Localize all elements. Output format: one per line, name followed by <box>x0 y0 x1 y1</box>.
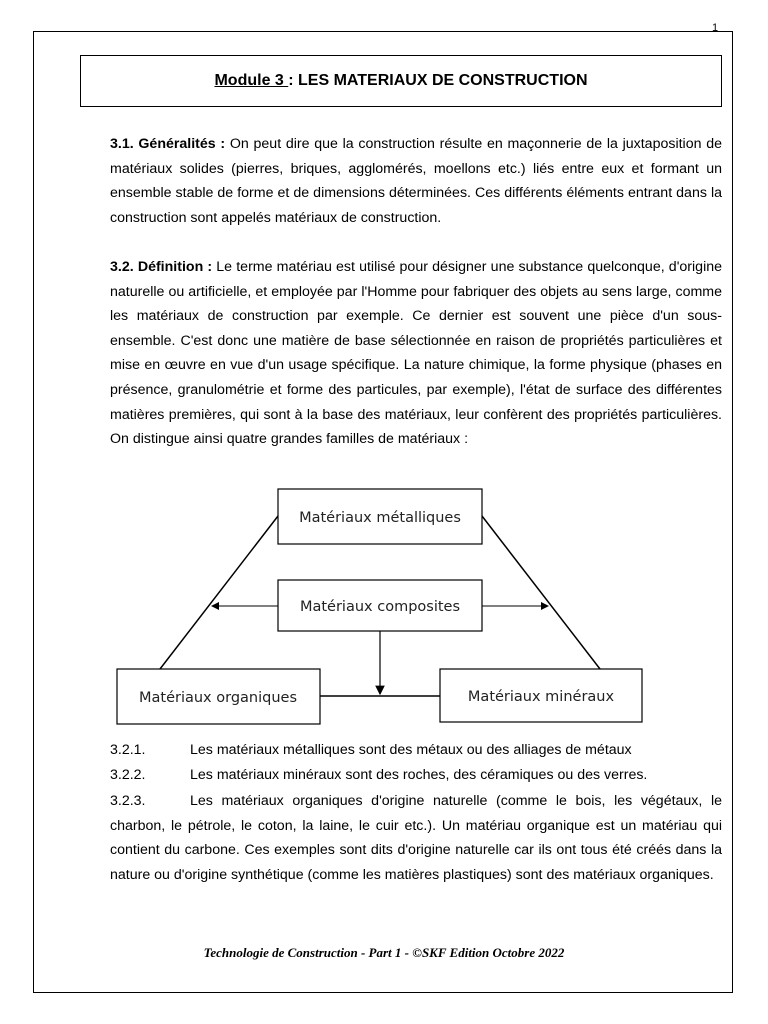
list-item <box>110 763 647 788</box>
item-text: Les matériaux minéraux sont des roches, des céramiques ou des verres. <box>190 767 648 783</box>
list-item <box>110 789 722 887</box>
heading-definition: 3.2. Définition : <box>110 259 213 275</box>
line-metalliques-organiques <box>160 516 278 669</box>
paragraph-definition <box>110 255 722 452</box>
list-item <box>110 738 632 763</box>
heading-generalites: 3.1. Généralités : <box>110 136 226 152</box>
line-metalliques-mineraux <box>482 516 600 669</box>
module-label: Module 3 <box>214 72 289 89</box>
label-mineraux: Matériaux minéraux <box>467 689 615 705</box>
text-definition: Le terme matériau est utilisé pour désigner une substance quelconque, d'origine naturelle ou artificielle, et employée par l'Homme pour fabriquer des objets au sens large, comme les matériaux de construction par exemple. Ce dernier est souvent une pièce d'un sous-ensemble. C'est donc une matière de base sélectionnée en raison de propriétés particulières et mise en œuvre en vue d'un usage spécifique. La nature chimique, la forme physique (phases en présence, granulométrie et forme des particules, par exemple), l'état de surface des différentes matières premières, qui sont à la base des matériaux, leur confèrent des propriétés particulières. On distingue ainsi quatre grandes familles de matériaux : <box>110 259 722 448</box>
paragraph-generalites <box>110 132 722 230</box>
item-number: 3.2.1. <box>110 742 146 758</box>
label-organiques: Matériaux organiques <box>138 690 298 706</box>
module-title: : LES MATERIAUX DE CONSTRUCTION <box>288 72 588 89</box>
text-generalites: On peut dire que la construction résulte en maçonnerie de la juxtaposition de matériaux solides (pierres, briques, agglomérés, moellons etc.) liés entre eux et formant un ensemble stable de forme et de dimensions déterminées. Ces différents éléments entrant dans la construction sont appelés matériaux de construction. <box>110 136 722 226</box>
item-number: 3.2.2. <box>110 767 146 783</box>
item-text: Les matériaux organiques d'origine naturelle (comme le bois, les végétaux, le charbon, le pétrole, le coton, la laine, le cuir etc.). Un matériau organique est un matériau qui contient du carbone. Ces exemples sont dits d'origine naturelle car ils ont tous été créés dans la nature ou d'origine synthétique (comme les matières plastiques) sont des matériaux organiques. <box>110 793 722 883</box>
page-number: 1 <box>712 22 719 34</box>
materials-families-diagram <box>110 480 650 730</box>
module-title-box <box>80 55 722 107</box>
label-metalliques: Matériaux métalliques <box>299 510 461 526</box>
label-composites: Matériaux composites <box>299 599 461 615</box>
page-footer: Technologie de Construction - Part 1 - ©SKF Edition Octobre 2022 <box>203 945 565 960</box>
item-number: 3.2.3. <box>110 793 146 809</box>
item-text: Les matériaux métalliques sont des métaux ou des alliages de métaux <box>190 742 632 758</box>
